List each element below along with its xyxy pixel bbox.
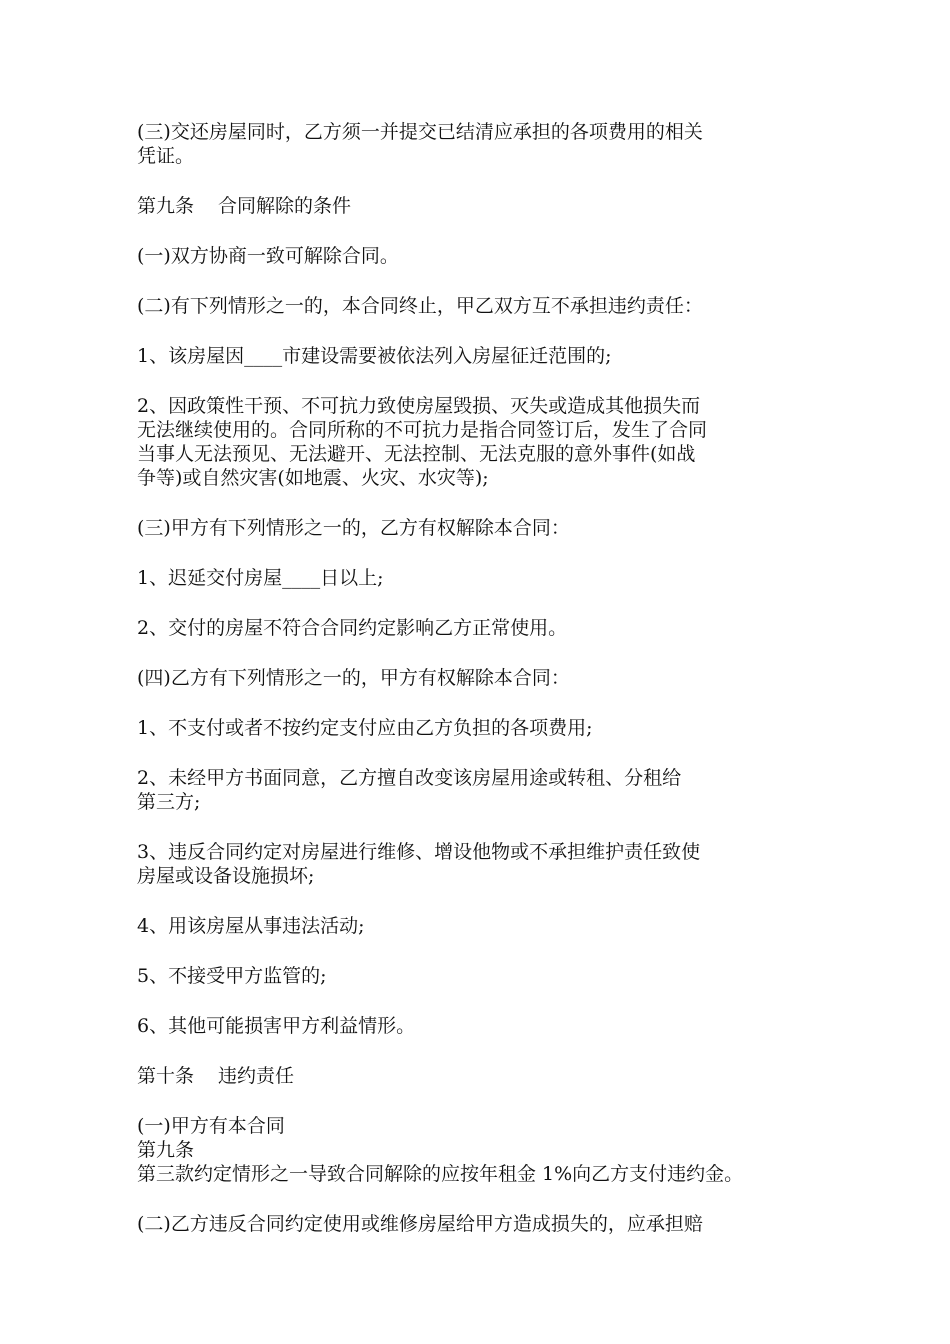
paragraph: 1、迟延交付房屋____日以上; — [137, 567, 384, 589]
article-10-heading — [137, 1064, 827, 1088]
text-line: 第九条 — [137, 1139, 195, 1161]
text-line: 3、违反合同约定对房屋进行维修、增设他物或不承担维护责任致使 — [137, 841, 701, 863]
article-title: 违约责任 — [218, 1065, 295, 1087]
paragraph-sublet — [137, 766, 827, 814]
text-line: 房屋或设备设施损坏; — [137, 865, 315, 887]
paragraph: 6、其他可能损害甲方利益情形。 — [137, 1015, 416, 1037]
text-line: 无法继续使用的。合同所称的不可抗力是指合同签订后，发生了合同 — [137, 419, 708, 441]
paragraph-penalty — [137, 1114, 827, 1186]
article-number: 第九条 — [137, 195, 195, 217]
text-line: 争等)或自然灾害(如地震、火灾、水灾等); — [137, 467, 489, 489]
text-line: (三)交还房屋同时，乙方须一并提交已结清应承担的各项费用的相关 — [137, 121, 703, 143]
paragraph: (二)有下列情形之一的，本合同终止，甲乙双方互不承担违约责任： — [137, 295, 703, 317]
text-line: 当事人无法预见、无法避开、无法控制、无法克服的意外事件(如战 — [137, 443, 696, 465]
text-line: 2、未经甲方书面同意，乙方擅自改变该房屋用途或转租、分租给 — [137, 767, 682, 789]
text-line: 第三方; — [137, 791, 201, 813]
paragraph: 1、该房屋因____市建设需要被依法列入房屋征迁范围的; — [137, 345, 612, 367]
paragraph-maintenance — [137, 840, 827, 888]
article-9-heading — [137, 194, 827, 218]
paragraph: 2、交付的房屋不符合合同约定影响乙方正常使用。 — [137, 617, 568, 639]
paragraph: 5、不接受甲方监管的; — [137, 965, 327, 987]
paragraph: (二)乙方违反合同约定使用或维修房屋给甲方造成损失的，应承担赔 — [137, 1213, 703, 1235]
text-line: 2、因政策性干预、不可抗力致使房屋毁损、灭失或造成其他损失而 — [137, 395, 701, 417]
paragraph-return-vouchers — [137, 120, 827, 168]
paragraph: 4、用该房屋从事违法活动; — [137, 915, 365, 937]
text-line: 凭证。 — [137, 145, 195, 167]
paragraph-force-majeure — [137, 394, 827, 490]
text-line: (一)甲方有本合同 — [137, 1115, 285, 1137]
paragraph: (一)双方协商一致可解除合同。 — [137, 245, 399, 267]
article-title: 合同解除的条件 — [218, 195, 352, 217]
paragraph: 1、不支付或者不按约定支付应由乙方负担的各项费用; — [137, 717, 593, 739]
paragraph: (四)乙方有下列情形之一的，甲方有权解除本合同： — [137, 667, 570, 689]
text-line: 第三款约定情形之一导致合同解除的应按年租金 1%向乙方支付违约金。 — [137, 1163, 744, 1185]
paragraph: (三)甲方有下列情形之一的，乙方有权解除本合同： — [137, 517, 570, 539]
article-number: 第十条 — [137, 1065, 195, 1087]
document-body — [137, 120, 827, 1262]
